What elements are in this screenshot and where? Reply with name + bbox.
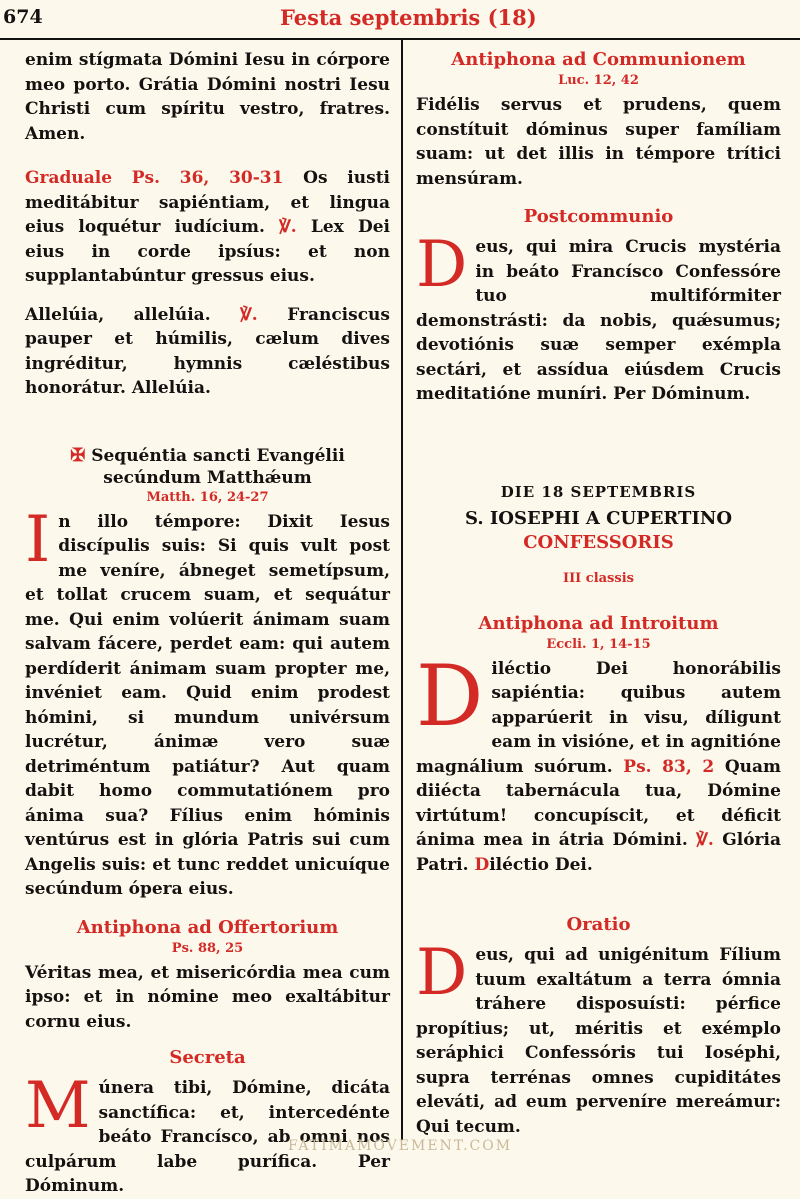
- drop-cap: D: [416, 936, 468, 1010]
- cross-icon: ✠: [70, 444, 86, 466]
- introit-reference: Eccli. 1, 14-15: [546, 636, 651, 652]
- drop-cap: D: [416, 228, 468, 302]
- gospel-heading: ✠ Sequéntia sancti Evangélii secúndum Matthǽum: [70, 444, 345, 488]
- offertory-reference: Ps. 88, 25: [171, 940, 244, 956]
- drop-cap: M: [25, 1069, 91, 1143]
- column-divider: [401, 40, 403, 1140]
- postcommunio-text: Deus, qui mira Crucis mystéria in beáto Francísco Confessóre tuo multifórmiter demonstrásti: da nobis, quǽsumus; devotiónis suæ semper exémpla sectári, et assídua eiúsdem Crucis meditatióne muníri. Per Dóminum.: [416, 228, 781, 404]
- oratio-text: Deus, qui ad unigénitum Fílium tuum exaltátum a terra ómnia tráhere disposuísti: pérfice propítius; ut, méritis et exémplo seráphici Confessóris tui Ioséphi, supra terrénas omnes cupiditátes eleváti, ad eum perveníre mereámur: Qui tecum.: [416, 936, 781, 1137]
- epistle-ending: enim stígmata Dómini Iesu in córpore meo porto. Grátia Dómini nostri Iesu Christi cum spíritu vestro, fratres. Amen.: [25, 50, 390, 144]
- alleluia: Allelúia, allelúia. ℣. Franciscus pauper et húmilis, cælum dives ingréditur, hymnis cæléstibus honorátur. Allelúia.: [25, 304, 390, 398]
- page-number: 674: [3, 6, 43, 28]
- repeat-initial: D: [474, 854, 490, 875]
- secreta-title: Secreta: [169, 1047, 246, 1068]
- running-title: Festa septembris (18): [280, 5, 537, 30]
- graduale: Graduale Ps. 36, 30-31 Os iusti meditábitur sapiéntiam, et lingua eius loquétur iudícium. ℣. Lex Dei eius in corde ipsíus: et non supplantabúntur gressus eius.: [25, 168, 390, 286]
- feast-date: DIE 18 SEPTEMBRIS: [500, 482, 697, 501]
- page-header: [0, 0, 800, 40]
- communion-text: Fidélis servus et prudens, quem constítuit dóminus super famíliam suam: ut det illis in témpore trítici mensúram.: [416, 95, 781, 189]
- versicle-symbol: ℣.: [240, 304, 258, 325]
- saint-name: S. IOSEPHI A CUPERTINO: [464, 507, 733, 529]
- psalm-reference: Ps. 83, 2: [623, 756, 715, 777]
- header-rule: [0, 38, 800, 40]
- drop-cap: D: [416, 646, 484, 745]
- oratio-title: Oratio: [566, 914, 631, 935]
- graduale-label: Graduale Ps. 36, 30-31: [25, 168, 284, 188]
- secreta-text: Múnera tibi, Dómine, dicáta sanctífica: et, intercedénte beáto Francísco, ab omni nos culpárum labe purífica. Per Dóminum.: [25, 1069, 390, 1196]
- introit-title: Antiphona ad Introitum: [478, 612, 719, 634]
- offertory-text: Véritas mea, et misericórdia mea cum ipso: et in nómine meo exaltábitur cornu eius.: [25, 962, 390, 1032]
- gospel-text: In illo témpore: Dixit Iesus discípulis suis: Si quis vult post me veníre, ábneget semetípsum, et tollat crucem suam, et sequátur me. Qui enim volúerit ánimam suam salvam fácere, perdet eam: qui autem perdíderit ánimam suam propter me, invéniet eam. Quid enim prodest hómini, si mundum univérsum lucrétur, ánimæ vero suæ detriméntum patiátur? Aut quam dabit homo commutatiónem pro ánima sua? Fílius enim hóminis ventúrus est in glória Patris sui cum Angelis suis: et tunc reddet unicuíque secúndum ópera eius.: [25, 502, 390, 899]
- introit-text: Diléctio Dei honorábilis sapiéntia: quibus autem apparúerit in visu, díligunt eam in visióne, et in agnitióne magnálium suórum. Ps. 83, 2 Quam diiécta tabernácula tua, Dómine virtútum! concupíscit, et déficit ánima mea in átria Dómini. ℣. Glória Patri. Diléctio Dei.: [416, 646, 782, 875]
- watermark: FATIMAMOVEMENT.COM: [287, 1138, 513, 1154]
- saint-title: CONFESSORIS: [523, 531, 674, 553]
- gospel-reference: Matth. 16, 24-27: [146, 489, 269, 505]
- right-column: [416, 48, 781, 1139]
- versicle-symbol: ℣.: [279, 217, 297, 237]
- communion-reference: Luc. 12, 42: [558, 73, 639, 88]
- drop-cap: I: [25, 502, 51, 577]
- offertory-title: Antiphona ad Offertorium: [76, 916, 339, 938]
- left-column: [25, 48, 390, 1199]
- versicle-symbol: ℣.: [696, 830, 714, 850]
- feast-class: III classis: [563, 570, 634, 586]
- postcommunio-title: Postcommunio: [523, 206, 674, 227]
- communion-title: Antiphona ad Communionem: [451, 49, 746, 70]
